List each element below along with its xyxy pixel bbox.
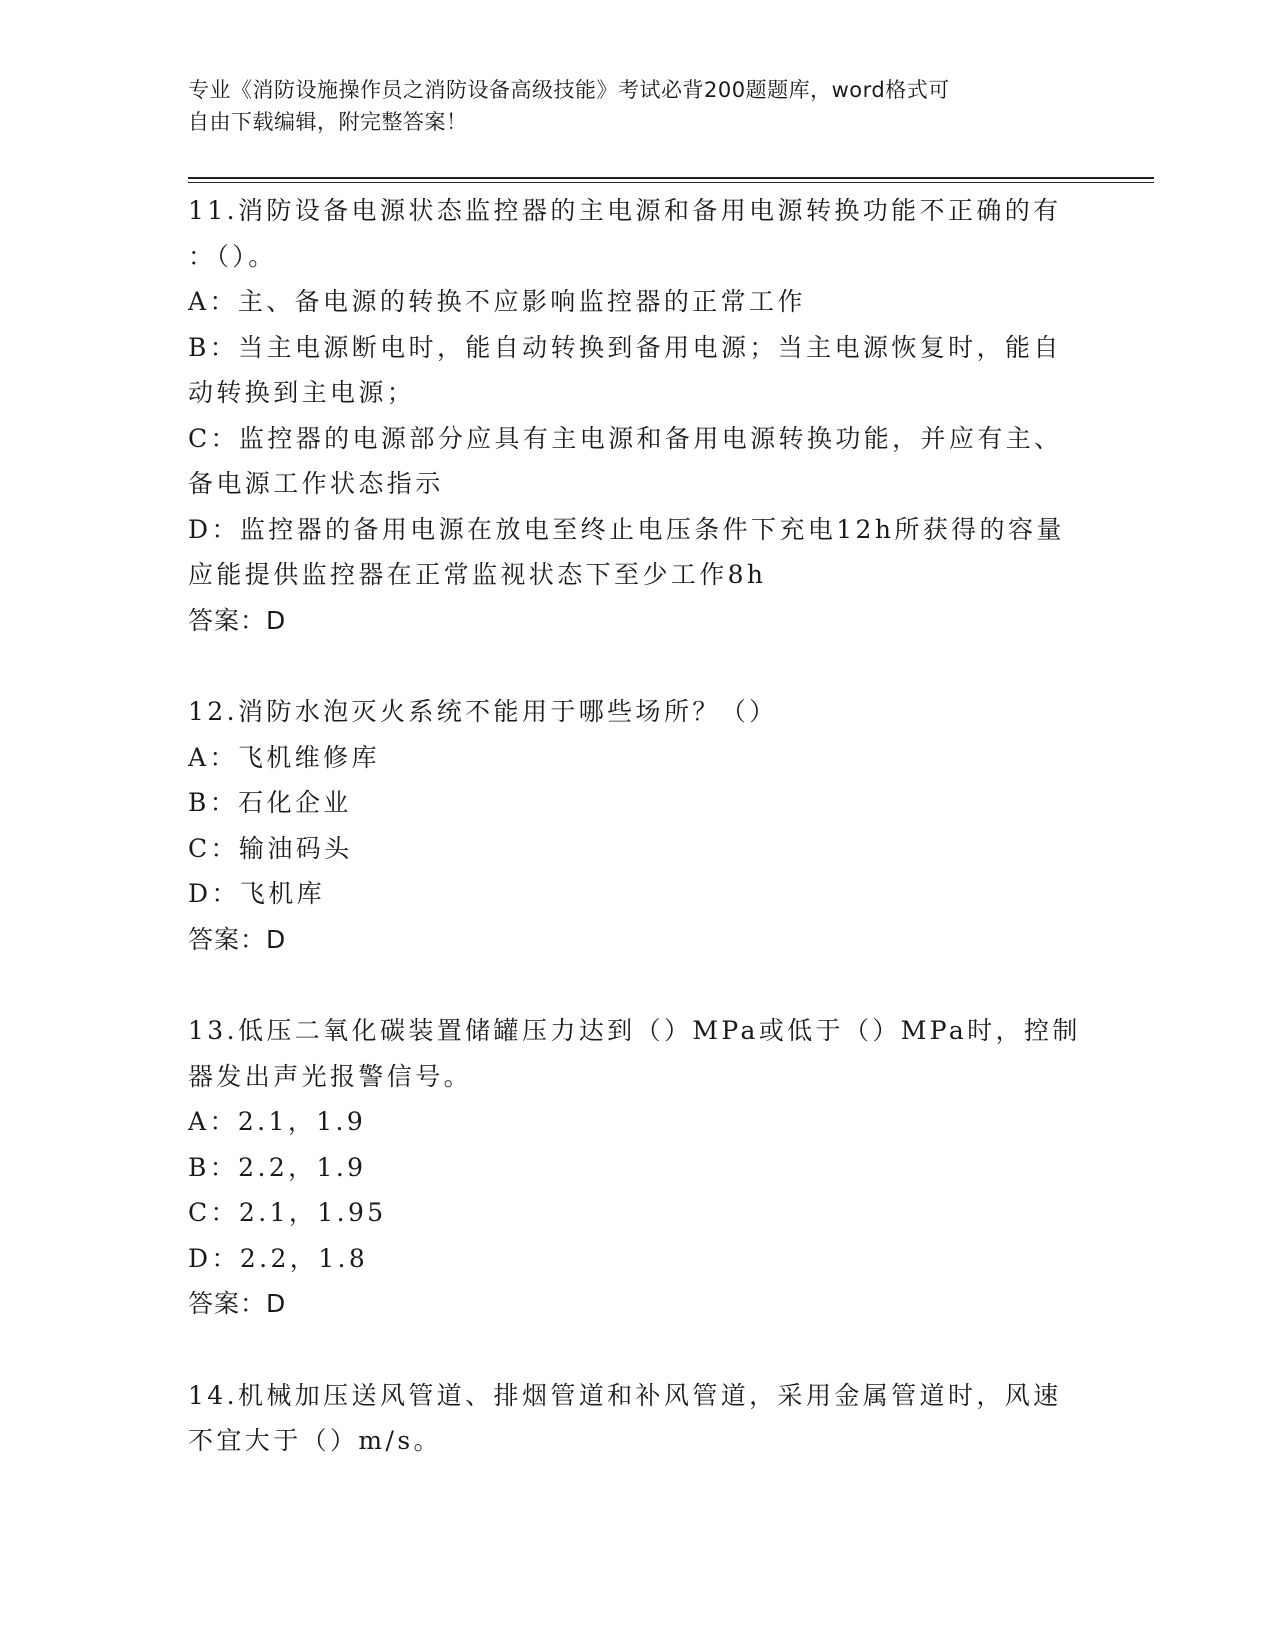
answer-label: 答案：D [188,605,287,635]
option-c: 备电源工作状态指示 [188,469,444,498]
document-header [188,74,1088,138]
question-stem: ：（）。 [188,241,277,271]
header-line-2: 自由下载编辑，附完整答案！ [188,110,468,134]
option-c: C：监控器的电源部分应具有主电源和备用电源转换功能，并应有主、 [188,423,1063,453]
option-d: D：2.2，1.8 [188,1243,369,1273]
option-b: B：当主电源断电时，能自动转换到备用电源；当主电源恢复时，能自 [188,332,1062,362]
option-a: A：飞机维修库 [188,742,380,772]
question-stem: 不宜大于（）m/s。 [188,1426,442,1455]
option-b: B：2.2，1.9 [188,1152,367,1182]
option-c: C：输油码头 [188,833,353,863]
question-13 [188,1008,1088,1327]
question-list [188,188,1088,1464]
answer-label: 答案：D [188,1289,287,1318]
header-line-1: 专业《消防设施操作员之消防设备高级技能》考试必背200题题库，word格式可 [188,78,950,102]
question-stem: 13.低压二氧化碳装置储罐压力达到（）MPa或低于（）MPa时，控制 [188,1016,1081,1045]
question-14 [188,1373,1088,1464]
answer-label: 答案：D [188,924,287,954]
question-stem: 器发出声光报警信号。 [188,1061,473,1091]
option-c: C：2.1，1.95 [188,1198,387,1227]
header-divider-thin [188,182,1154,183]
header-divider-thick [188,177,1154,179]
option-d: 应能提供监控器在正常监视状态下至少工作8h [188,560,767,589]
option-d: D：飞机库 [188,879,326,908]
option-b: B：石化企业 [188,788,352,817]
option-a: A：主、备电源的转换不应影响监控器的正常工作 [188,287,806,316]
option-d: D：监控器的备用电源在放电至终止电压条件下充电12h所获得的容量 [188,514,1065,544]
question-stem: 12.消防水泡灭火系统不能用于哪些场所？（） [188,697,778,726]
question-stem: 11.消防设备电源状态监控器的主电源和备用电源转换功能不正确的有 [188,196,1062,225]
question-11 [188,188,1088,643]
question-stem: 14.机械加压送风管道、排烟管道和补风管道，采用金属管道时，风速 [188,1380,1062,1410]
question-12 [188,689,1088,962]
option-a: A：2.1，1.9 [188,1107,367,1136]
option-b: 动转换到主电源； [188,378,416,407]
